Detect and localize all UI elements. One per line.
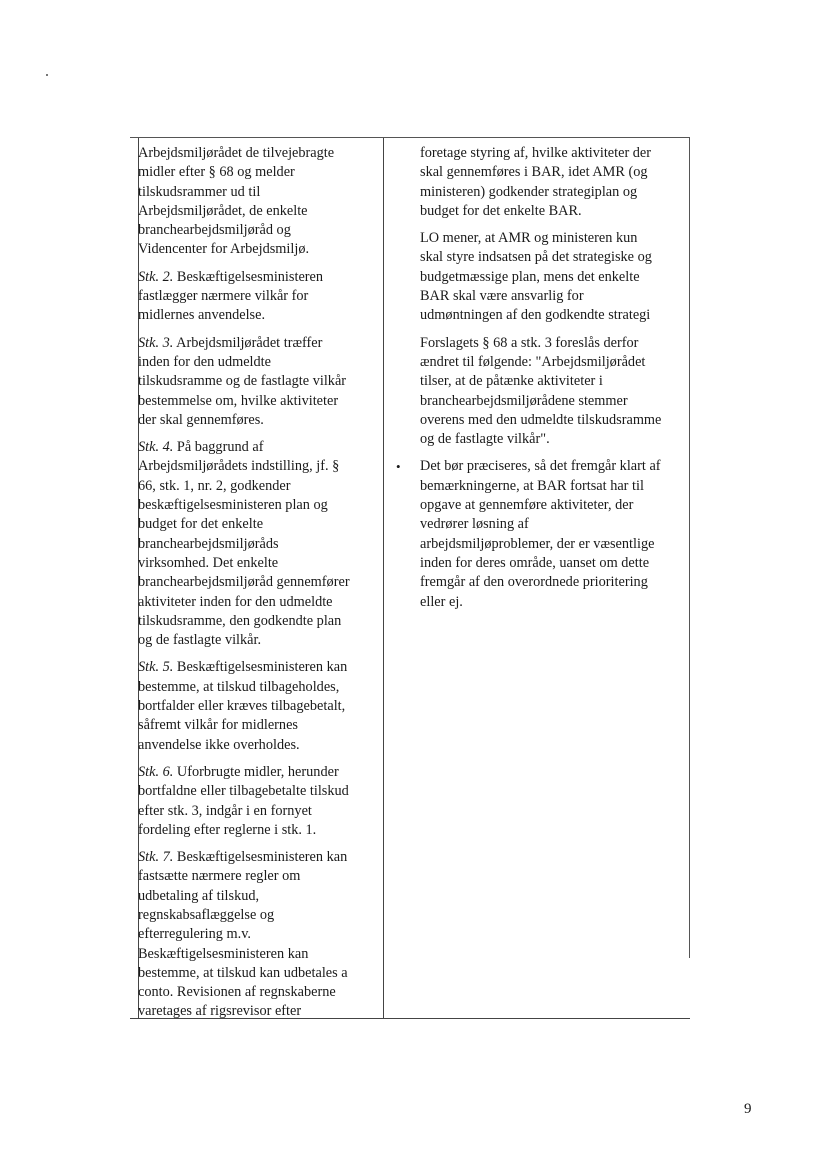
bullet-point: • xyxy=(396,459,401,474)
stk-4-label: Stk. 4. xyxy=(138,439,174,456)
stk-6-paragraph xyxy=(138,763,383,840)
stk-3-paragraph xyxy=(138,334,383,430)
stk-7-label: Stk. 7. xyxy=(138,849,174,866)
stk-3-label: Stk. 3. xyxy=(138,334,174,351)
law-text-column xyxy=(138,144,383,1030)
stk-2-label: Stk. 2. xyxy=(138,268,174,285)
comment-column xyxy=(420,144,692,620)
comment-bullet-text: Det bør præciseres, så det fremgår klart af bemærkningerne, at BAR fortsat har til opgave at gennemføre aktiviteter, der vedrører løsning af arbejdsmiljøproblemer, der er væsentlige inden for deres område, uanset om dette fremgår af den overordnede prioritering eller ej. xyxy=(420,458,661,610)
law-paragraph-1: Arbejdsmiljørådet de tilvejebragte midler efter § 68 og melder tilskudsrammer ud til Arbejdsmiljørådet, de enkelte branchearbejdsmiljøråd og Videncenter for Arbejdsmiljø. xyxy=(138,145,335,258)
page-number: 9 xyxy=(744,1101,752,1117)
stk-6-text: Uforbrugte midler, herunder bortfaldne eller tilbagebetalte tilskud efter stk. 3, indgår i en fornyet fordeling efter reglerne i stk. 1. xyxy=(138,763,349,838)
stk-2-text: Beskæftigelsesministeren fastlægger nærmere vilkår for midlernes anvendelse. xyxy=(138,268,324,324)
stk-7-paragraph xyxy=(138,848,383,1022)
stk-7-text: Beskæftigelsesministeren kan fastsætte nærmere regler om udbetaling af tilskud, regnskabsaflæggelse og efterregulering m.v. Beskæftigelsesministeren kan bestemme, at tilskud kan udbetales a conto. Revisionen af regnskaberne varetages af rigsrevisor efter xyxy=(138,849,348,1020)
stk-5-text: Beskæftigelsesministeren kan bestemme, at tilskud tilbageholdes, bortfalder eller kræves tilbagebetalt, såfremt vilkår for midlernes anvendelse ikke overholdes. xyxy=(138,659,348,753)
stk-6-label: Stk. 6. xyxy=(138,763,174,780)
comment-paragraph-1: foretage styring af, hvilke aktiviteter der skal gennemføres i BAR, idet AMR (og ministeren) godkender strategiplan og budget for det enkelte BAR. xyxy=(420,145,652,219)
stk-2-paragraph xyxy=(138,268,383,326)
stk-5-paragraph xyxy=(138,658,383,754)
scan-artifact xyxy=(46,74,48,76)
stk-5-label: Stk. 5. xyxy=(138,659,174,676)
stk-4-text: På baggrund af Arbejdsmiljørådets indstilling, jf. § 66, stk. 1, nr. 2, godkender beskæftigelsesministeren plan og budget for det enkelte branchearbejdsmiljøråds virksomhed. Det enkelte branchearbejdsmiljøråd gennemfører aktiviteter inden for den udmeldte tilskudsramme, den godkendte plan og de fastlagte vilkår. xyxy=(138,439,350,649)
comment-paragraph-3: Forslagets § 68 a stk. 3 foreslås derfor ændret til følgende: "Arbejdsmiljørådet tilser, at de påtænke aktiviteter i branchearbejdsmiljørådene stemmer overens med den udmeldte tilskudsramme og de fastlagte vilkår". xyxy=(420,334,662,448)
stk-3-text: Arbejdsmiljørådet træffer inden for den udmeldte tilskudsramme og de fastlagte vilkår bestemmelse om, hvilke aktiviteter der skal gennemføres. xyxy=(138,334,347,428)
stk-4-paragraph xyxy=(138,438,383,650)
table-column-divider xyxy=(383,138,384,1018)
comment-paragraph-2: LO mener, at AMR og ministeren kun skal styre indsatsen på det strategiske og budgetmæssige plan, mens det enkelte BAR skal være ansvarlig for udmøntningen af den godkendte strategi xyxy=(420,230,652,324)
